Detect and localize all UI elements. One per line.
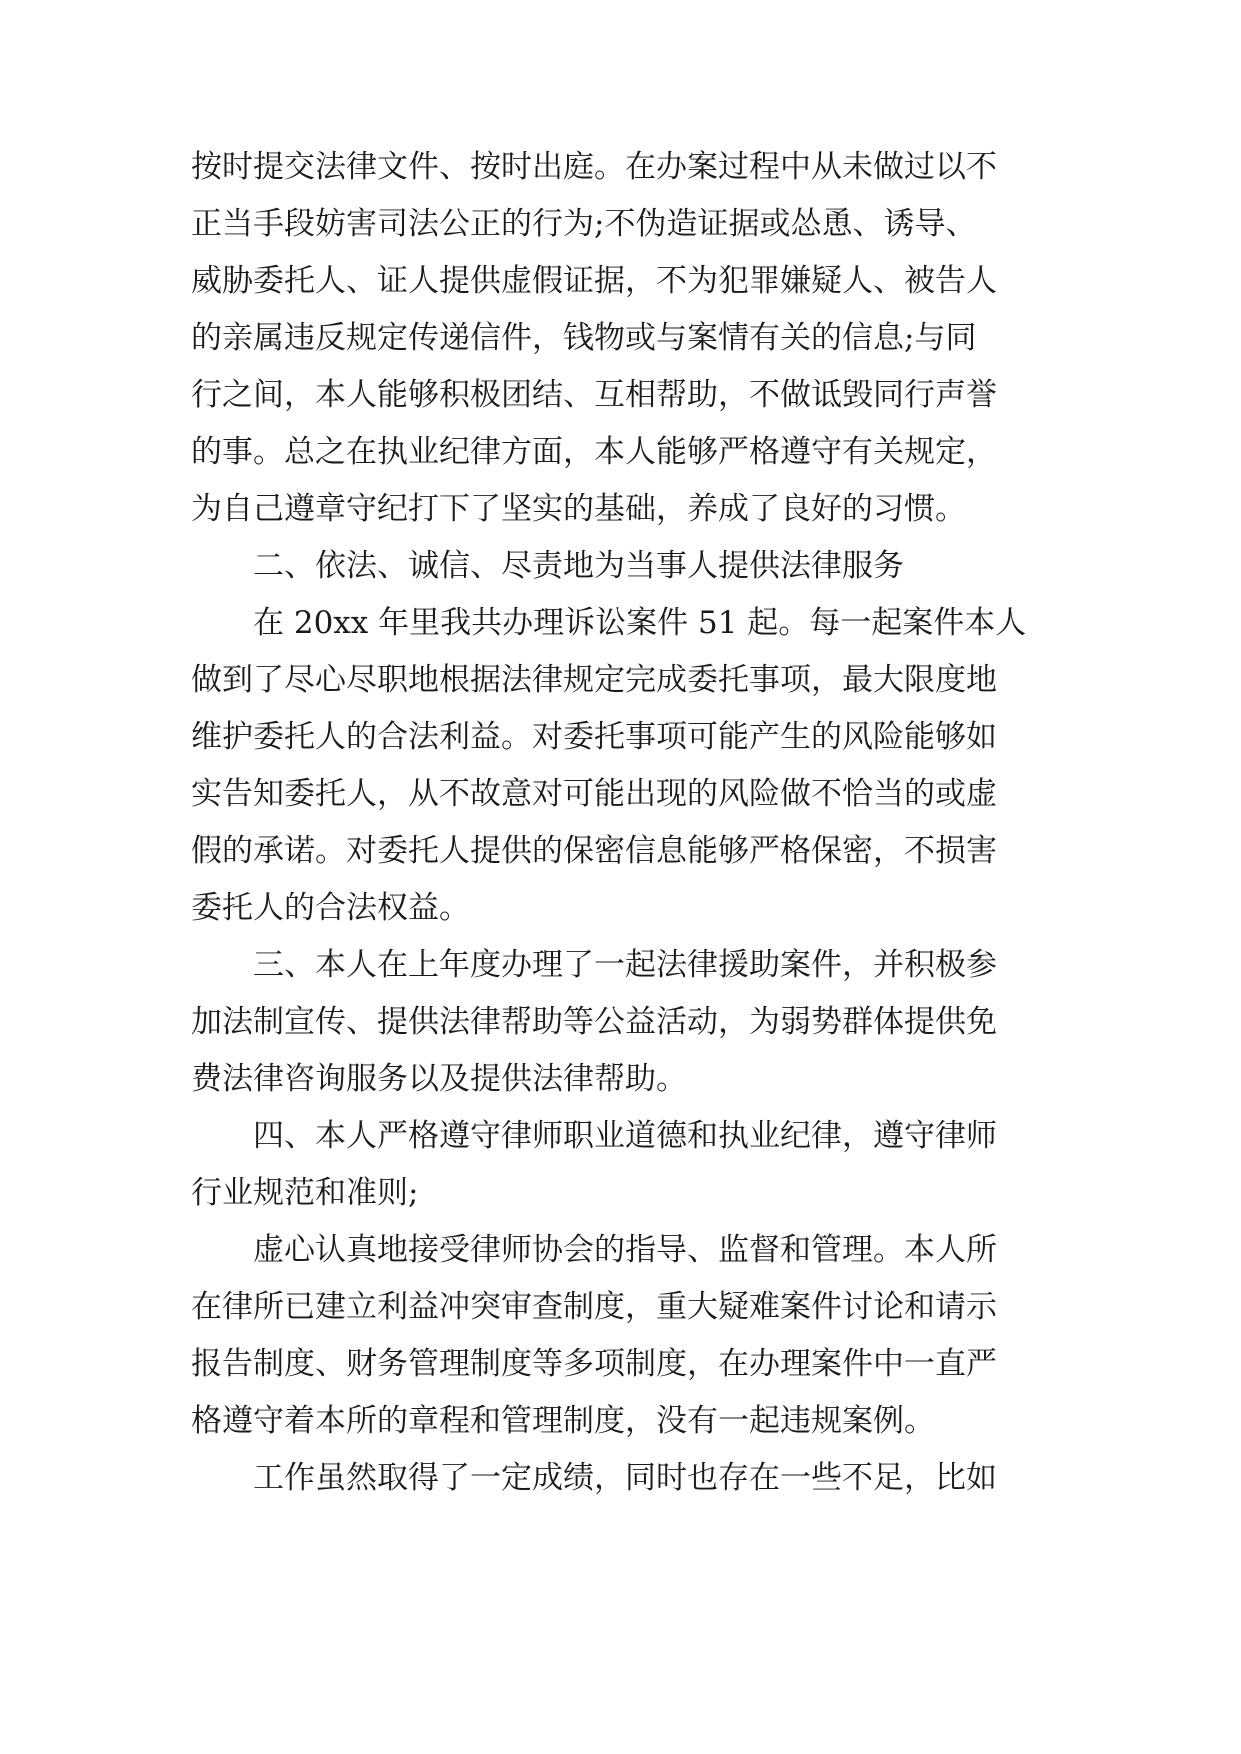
text-line: 假的承诺。对委托人提供的保密信息能够严格保密，不损害 [191,833,997,869]
text-line: 按时提交法律文件、按时出庭。在办案过程中从未做过以不 [191,149,997,185]
text-line: 加法制宣传、提供法律帮助等公益活动，为弱势群体提供免 [191,1004,997,1040]
section-heading: 二、依法、诚信、尽责地为当事人提供法律服务 [253,548,904,584]
text-line: 行之间，本人能够积极团结、互相帮助，不做诋毁同行声誉 [191,377,997,413]
text-line: 维护委托人的合法利益。对委托事项可能产生的风险能够如 [191,719,997,755]
text-line: 委托人的合法权益。 [191,890,470,926]
text-line: 费法律咨询服务以及提供法律帮助。 [191,1061,687,1097]
text-line: 行业规范和准则; [191,1175,419,1211]
text-line: 报告制度、财务管理制度等多项制度，在办理案件中一直严 [191,1346,997,1382]
text-line: 虚心认真地接受律师协会的指导、监督和管理。本人所 [253,1232,997,1268]
text-line: 做到了尽心尽职地根据法律规定完成委托事项，最大限度地 [191,662,997,698]
text-line: 的亲属违反规定传递信件，钱物或与案情有关的信息;与同 [191,320,977,356]
text-line: 格遵守着本所的章程和管理制度，没有一起违规案例。 [191,1403,935,1439]
text-line: 的事。总之在执业纪律方面，本人能够严格遵守有关规定， [191,434,997,470]
text-line: 实告知委托人，从不故意对可能出现的风险做不恰当的或虚 [191,776,997,812]
text-line: 正当手段妨害司法公正的行为;不伪造证据或怂恿、诱导、 [191,206,977,242]
text-line: 三、本人在上年度办理了一起法律援助案件，并积极参 [253,947,997,983]
text-line: 为自己遵章守纪打下了坚实的基础，养成了良好的习惯。 [191,491,966,527]
text-line: 在 20xx 年里我共办理诉讼案件 51 起。每一起案件本人 [253,605,1027,641]
text-line: 四、本人严格遵守律师职业道德和执业纪律，遵守律师 [253,1118,997,1154]
text-line: 在律所已建立利益冲突审查制度，重大疑难案件讨论和请示 [191,1289,997,1325]
text-line: 工作虽然取得了一定成绩，同时也存在一些不足，比如 [253,1460,997,1496]
text-line: 威胁委托人、证人提供虚假证据，不为犯罪嫌疑人、被告人 [191,263,997,299]
